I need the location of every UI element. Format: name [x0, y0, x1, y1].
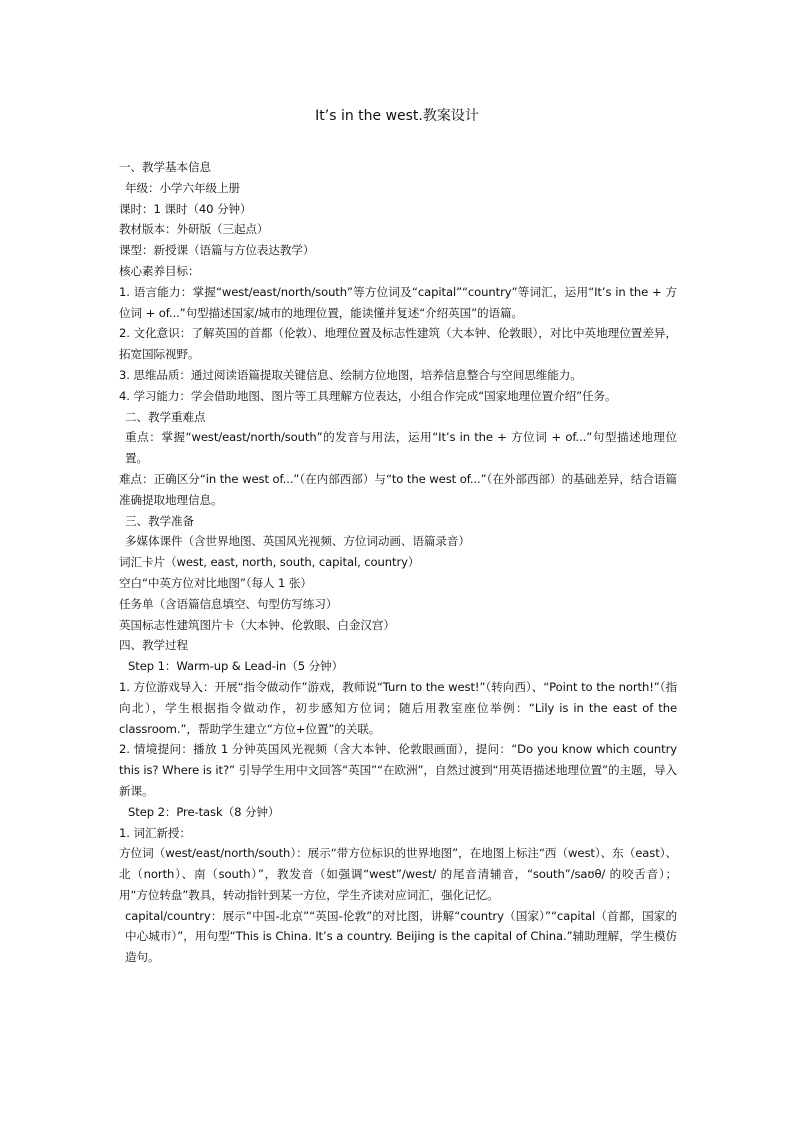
- section-heading-basic-info: 一、教学基本信息: [119, 160, 211, 174]
- step1-item-question: 2. 情境提问：播放 1 分钟英国风光视频（含大本钟、伦敦眼画面），提问：“Do you know which country this is? Where is it?” 引导学生用中文回答“英国”“在欧洲”，自然过渡到“用英语描述地理位置”的主题，导入新课。: [119, 742, 677, 798]
- step1-item-game: 1. 方位游戏导入：开展“指令做动作”游戏，教师说“Turn to the west!”（转向西）、“Point to the north!”（指向北），学生根据指令做动作，初步感知方位词；随后用教室座位举例：“Lily is in the east of the classroom.”，帮助学生建立“方位+位置”的关联。: [119, 679, 677, 736]
- step2-capital-country: capital/country：展示“中国-北京”“英国-伦敦”的对比图，讲解“country（国家）”“capital（首都，国家的中心城市）”，用句型“This is China. It’s a country. Beijing is the capital of China.”辅助理解，学生模仿造句。: [125, 908, 677, 965]
- step2-heading: Step 2：Pre-task（8 分钟）: [128, 804, 280, 819]
- step1-heading: Step 1：Warm-up & Lead-in（5 分钟）: [128, 659, 344, 674]
- difficult-point: 难点：正确区分“in the west of...”（在内部西部）与“to the west of...”（在外部西部）的基础差异，结合语篇准确提取地理信息。: [119, 471, 677, 507]
- key-point: 重点：掌握“west/east/north/south”的发音与用法，运用“It’s in the + 方位词 + of...”句型描述地理位置。: [125, 430, 677, 466]
- section-heading-process: 四、教学过程: [119, 638, 188, 653]
- document-title: It’s in the west.教案设计: [315, 108, 479, 124]
- goal-language: 1. 语言能力：掌握“west/east/north/south”等方位词及“capital”“country”等词汇，运用“It’s in the + 方位词 + of...”句型描述国家/城市的地理位置，能读懂并复述“介绍英国”的语篇。: [119, 284, 677, 320]
- goal-culture: 2. 文化意识：了解英国的首都（伦敦）、地理位置及标志性建筑（大本钟、伦敦眼），对比中英地理位置差异，拓宽国际视野。: [119, 326, 677, 362]
- prep-landmark-cards: 英国标志性建筑图片卡（大本钟、伦敦眼、白金汉宫）: [119, 617, 395, 632]
- info-grade: 年级：小学六年级上册: [125, 180, 240, 195]
- prep-task-sheet: 任务单（含语篇信息填空、句型仿写练习）: [119, 596, 338, 611]
- prep-multimedia: 多媒体课件（含世界地图、英国风光视频、方位词动画、语篇录音）: [125, 534, 470, 549]
- goal-learning: 4. 学习能力：学会借助地图、图片等工具理解方位表达，小组合作完成“国家地理位置介绍”任务。: [119, 388, 617, 403]
- step2-direction-words: 方位词（west/east/north/south）：展示“带方位标识的世界地图”，在地图上标注“西（west）、东（east）、北（north）、南（south）”，教发音（如强调“west”/west/ 的尾音清辅音，“south”/saʊθ/ 的咬舌音）；用“方位转盘”教具，转动指针到某一方位，学生齐读对应词汇，强化记忆。: [119, 846, 677, 902]
- section-heading-preparation: 三、教学准备: [125, 513, 194, 528]
- step2-vocab-label: 1. 词汇新授：: [119, 825, 191, 840]
- goal-thinking: 3. 思维品质：通过阅读语篇提取关键信息、绘制方位地图，培养信息整合与空间思维能力。: [119, 367, 582, 382]
- core-goals-label: 核心素养目标：: [119, 263, 200, 278]
- prep-blank-map: 空白“中英方位对比地图”（每人 1 张）: [119, 575, 312, 590]
- document-body: [119, 157, 677, 968]
- info-lesson-type: 课型：新授课（语篇与方位表达教学）: [119, 243, 315, 258]
- section-heading-key-points: 二、教学重难点: [125, 409, 206, 424]
- prep-word-cards: 词汇卡片（west, east, north, south, capital, country）: [119, 555, 420, 570]
- info-textbook-version: 教材版本：外研版（三起点）: [119, 222, 269, 237]
- info-class-hours: 课时：1 课时（40 分钟）: [119, 201, 252, 216]
